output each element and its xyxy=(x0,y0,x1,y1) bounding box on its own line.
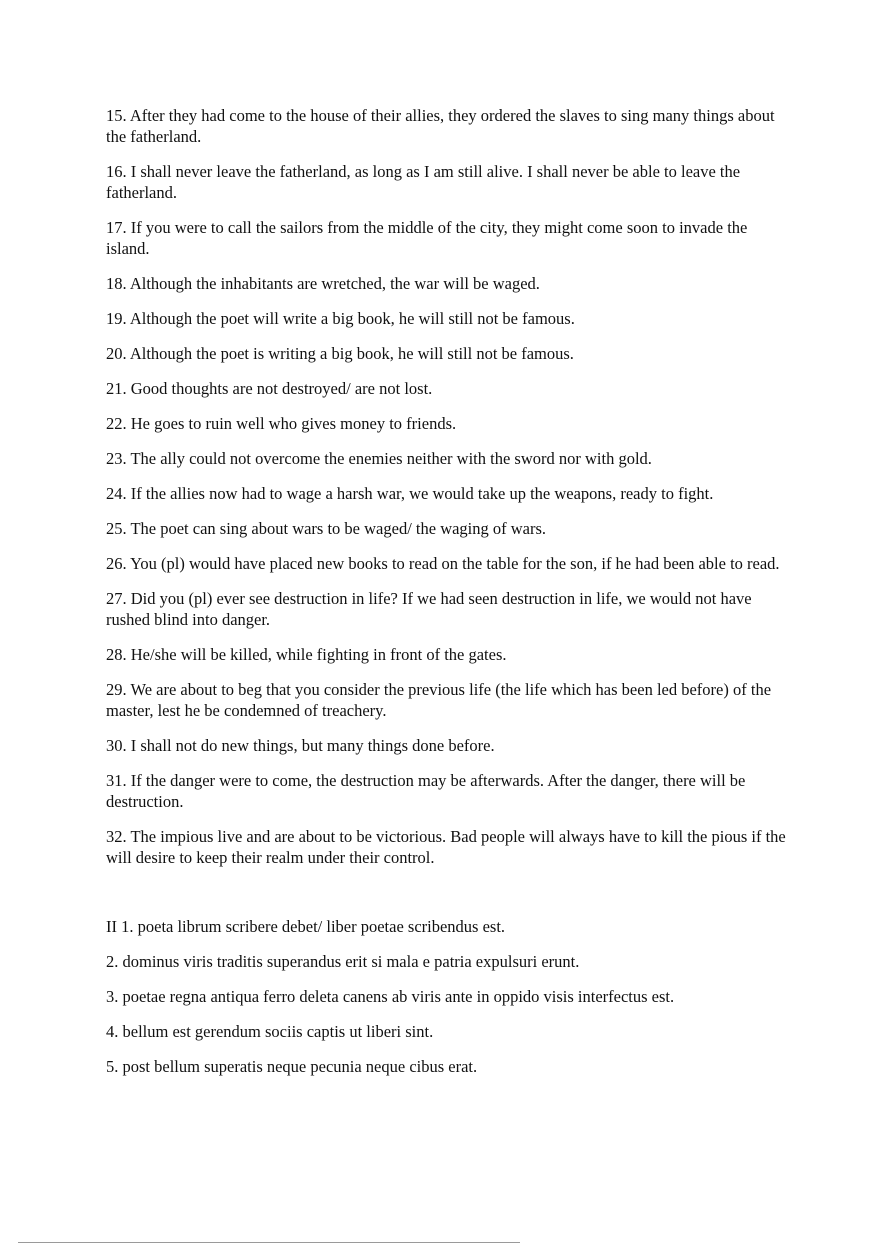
sentence-22: 22. He goes to ruin well who gives money to friends. xyxy=(106,414,457,433)
sentence-27: 27. Did you (pl) ever see destruction in life? If we had seen destruction in life, we would not have rushed blind into danger. xyxy=(106,589,752,629)
sentence-31: 31. If the danger were to come, the destruction may be afterwards. After the danger, there will be destruction. xyxy=(106,771,746,811)
latin-sentence-3: 3. poetae regna antiqua ferro deleta canens ab viris ante in oppido visis interfectus est. xyxy=(106,987,675,1006)
sentence-15: 15. After they had come to the house of their allies, they ordered the slaves to sing many things about the fatherland. xyxy=(106,106,775,146)
section-english-translations xyxy=(106,105,786,868)
document-page xyxy=(106,105,786,1091)
sentence-25: 25. The poet can sing about wars to be waged/ the waging of wars. xyxy=(106,519,547,538)
section-latin-translations xyxy=(106,916,786,1077)
latin-sentence-2: 2. dominus viris traditis superandus erit si mala e patria expulsuri erunt. xyxy=(106,952,580,971)
footer-divider xyxy=(18,1242,520,1243)
sentence-21: 21. Good thoughts are not destroyed/ are not lost. xyxy=(106,379,433,398)
sentence-20: 20. Although the poet is writing a big book, he will still not be famous. xyxy=(106,344,574,363)
sentence-16: 16. I shall never leave the fatherland, as long as I am still alive. I shall never be able to leave the fatherland. xyxy=(106,162,741,202)
sentence-23: 23. The ally could not overcome the enemies neither with the sword nor with gold. xyxy=(106,449,652,468)
latin-sentence-1: II 1. poeta librum scribere debet/ liber poetae scribendus est. xyxy=(106,917,506,936)
latin-sentence-5: 5. post bellum superatis neque pecunia neque cibus erat. xyxy=(106,1057,478,1076)
sentence-29: 29. We are about to beg that you consider the previous life (the life which has been led before) of the master, lest he be condemned of treachery. xyxy=(106,680,772,720)
sentence-18: 18. Although the inhabitants are wretched, the war will be waged. xyxy=(106,274,540,293)
latin-sentence-4: 4. bellum est gerendum sociis captis ut liberi sint. xyxy=(106,1022,434,1041)
sentence-24: 24. If the allies now had to wage a harsh war, we would take up the weapons, ready to fight. xyxy=(106,484,714,503)
section-spacer xyxy=(106,882,786,916)
sentence-19: 19. Although the poet will write a big book, he will still not be famous. xyxy=(106,309,575,328)
sentence-26: 26. You (pl) would have placed new books to read on the table for the son, if he had been able to read. xyxy=(106,554,780,573)
sentence-28: 28. He/she will be killed, while fighting in front of the gates. xyxy=(106,645,507,664)
sentence-30: 30. I shall not do new things, but many things done before. xyxy=(106,736,495,755)
sentence-17: 17. If you were to call the sailors from the middle of the city, they might come soon to invade the island. xyxy=(106,218,748,258)
sentence-32: 32. The impious live and are about to be victorious. Bad people will always have to kill the pious if the will desire to keep their realm under their control. xyxy=(106,827,786,867)
